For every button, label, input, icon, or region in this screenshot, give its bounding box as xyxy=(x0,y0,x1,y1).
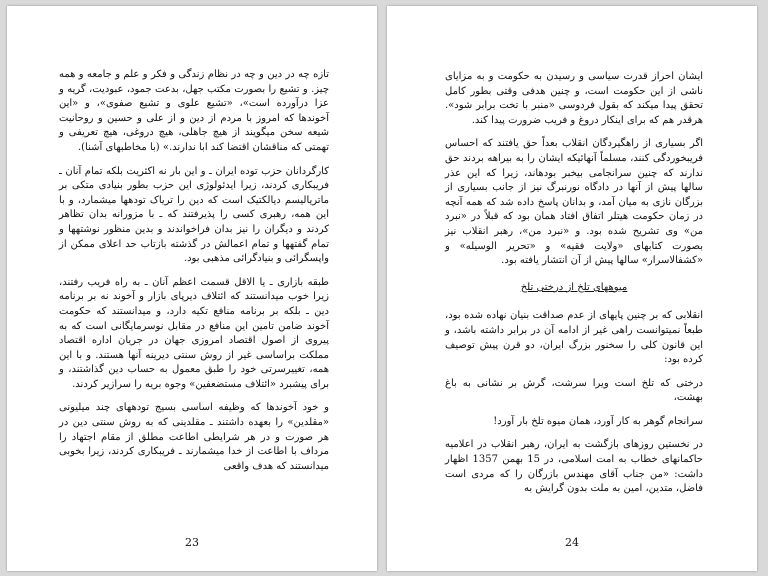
right-page-text xyxy=(445,70,703,506)
verse-line: سرانجام گوهر به کار آورد، همان میوه تلخ بار آورد! xyxy=(493,415,703,427)
paragraph: کارگردانان حزب توده ایران ـ و این بار نه اکثریت بلکه تمام آنان ـ فریبکاری کردند، زیرا ایدئولوژی این حزب بطور بنیادی متکی بر ماتریالیسم دیالکتیک است که دین را تریاک تودهها میشمارد، و با این همه، رهبری کسی را پذیرفتند که ـ با مزورانه بدان تظاهر کردند و دیگران را نیز بدان فراخواندند و بدین منظور نوشتهها و تمام گفتهها و تمام اعمالش در گذشته بازتاب حد اعلای ممکن از واپسگرائی و بنیادگرائی مذهبی بود. xyxy=(59,165,329,265)
paragraph: اگر بسیاری از راهگیردگان انقلاب بعداً حق یافتند که احساس فریبخوردگی کنند، مسلماً آنهائیکه ایشان را به بیراهه بردند حق ندارند که چنین سرانجامی بیخبر بودهاند، زیرا که این عذر سالها پیش از آنها در دادگاه نورنبرگ نیز از جانب بسیاری از بزرگان نازی به میان آمد، و بدانان پاسخ داده شد که همه آنچه در زمان حکومت هیتلر اتفاق افتاد همان بود که قبلاً در «نبرد من» وی تشریح شده بود. و «نبرد من»، رهبر انقلاب نیز بصورت کتابهای «ولایت فقیه» و «تحریر الوسیله» و «کشفالاسرار» سالها پیش از آن انتشار یافته بود. xyxy=(445,138,703,267)
paragraph: طبقه بازاری ـ یا الاقل قسمت اعظم آنان ـ به راه فریب رفتند، زیرا خوب میدانستند که ائتلاف دیرپای بازار و آخوند نه بر برنامه دین ـ بلکه بر برنامه منافع تکیه دارد، و میدانستند که حکومت آخوند ضامن تامین این منافع در مقابل نوسرمایگانی است که به پیروی از اصول اقتصاد امروزی جهان در جریان اداره اقتصاد مملکت براساسی غیر از روش سنتی دیرینه آنها هستند. و با این همه، تغییرسرتی خود را طبق معمول به حساب دین گذاشتند، و برای پیشبرد «ائتلاف مستضعفین» وجوه بریه را سرازیر کردند. xyxy=(59,276,329,390)
paragraph: و خود آخوندها که وظیفه اساسی بسیج تودههای چند میلیونی «مقلدین» را بعهده داشتند ـ مقلدینی که به روش سنتی دین در هر صورت و در هر شرایطی اطاعت مطلق از مقام اجتهاد را مرداف با اطاعت از خدا میشمارند ـ فریبکاری کردند، زیرا بخوبی میدانستند که هدف واقعی xyxy=(59,402,329,472)
verse-line: درختی که تلخ است ویرا سرشت، گرش بر نشانی به باغ بهشت، xyxy=(445,377,703,404)
page-number: 23 xyxy=(185,536,199,549)
page-number: 24 xyxy=(565,536,579,549)
paragraph: تازه چه در دین و چه در نظام زندگی و فکر و علم و جامعه و همه چیز. و تشیع را بصورت مکتب جهل، بدعت جمود، عبودیت، گریه و عزا درآورده است»، «تشیع علوی و تشیع صفوی»، و «این آخوندها که امروز با مردم از دین و از علی و حسین و روحانیت شیعه سخن میگویند از هیچ جاهلی، هیچ دروغی، هیچ تعریفی و تهمتی که مناقشان اقتضا کند ابا ندارند.» (با مخاطبهای آشنا). xyxy=(59,69,329,153)
section-subheading: میوههای تلخ از درختی تلخ xyxy=(520,281,628,293)
left-page-text xyxy=(59,68,329,483)
left-page xyxy=(7,6,377,571)
paragraph: ایشان احراز قدرت سیاسی و رسیدن به حکومت و به مزایای ناشی از این حکومت است، و چنین هدفی وقتی بطور کامل تحقق پیدا میکند که بقول فردوسی «منبر با تخت برابر شود». هرقدر هم که برای اینکار دروغ و فریب ضرورت پیدا کند. xyxy=(445,71,703,126)
paragraph: در نخستین روزهای بازگشت به ایران، رهبر انقلاب در اعلامیه حاکمانهای خطاب به امت اسلامی، در 15 بهمن 1357 اظهار داشت: «من جناب آقای مهندس بازرگان را که مردی است فاضل، متدین، امین به ملت بدون گرایش به xyxy=(445,439,703,495)
paragraph: انقلابی که بر چنین پایهای از عدم صداقت بنیان نهاده شده بود، طبعاً نمیتوانست راهی غیر از ادامه آن در برابر داشته باشد، و این قانون کلی را سخنور بزرگ ایران، دو قرن پیش توصیف کرده بود: xyxy=(445,310,703,366)
right-page xyxy=(387,6,757,571)
